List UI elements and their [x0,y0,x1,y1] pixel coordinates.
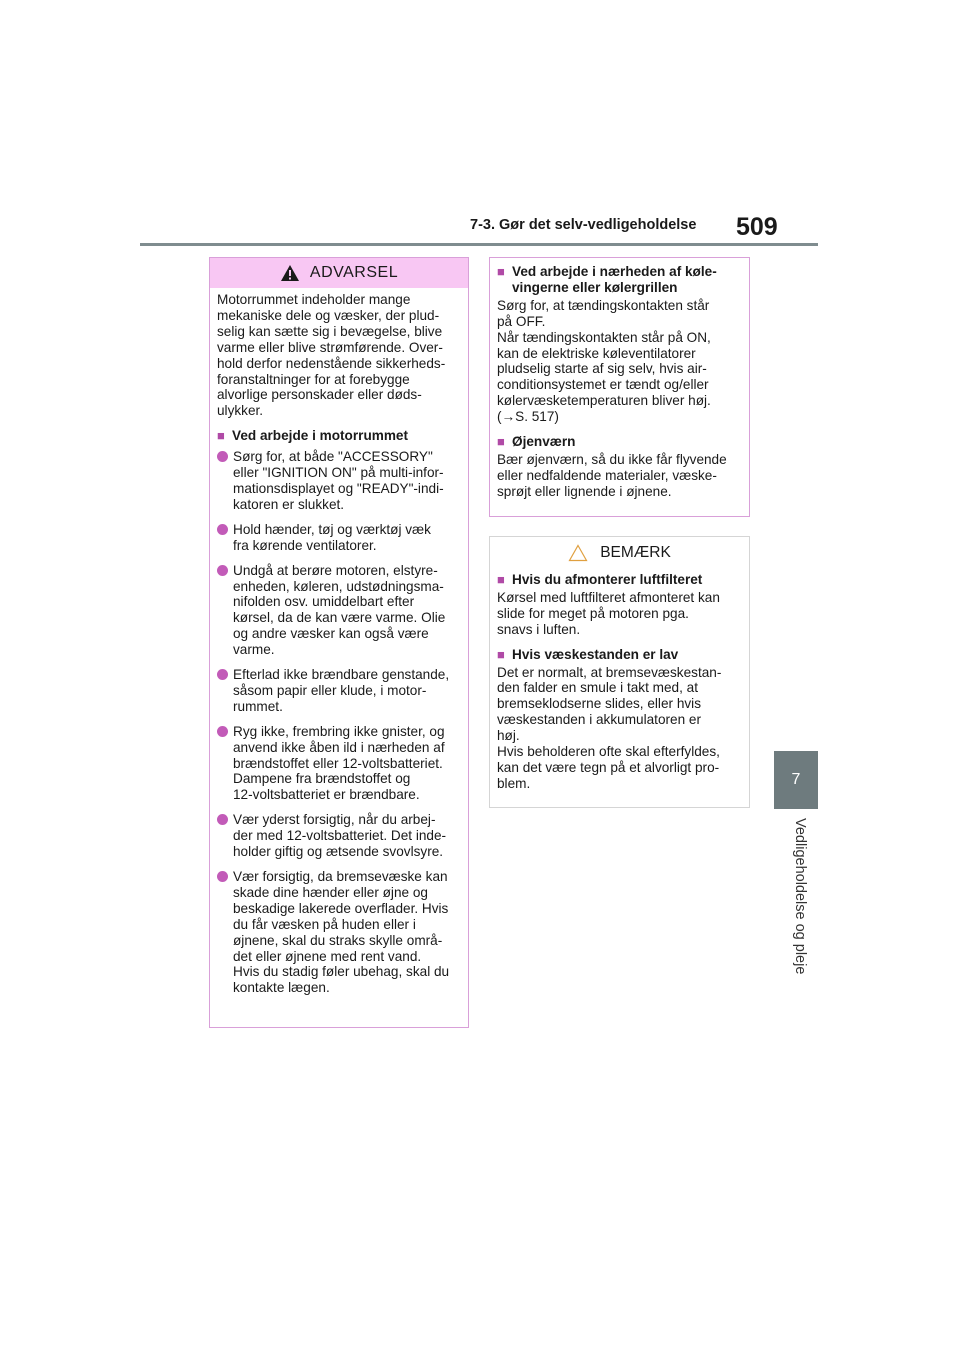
notice-box [489,536,750,808]
air-filter-heading [497,572,743,588]
cooling-fan-heading-text: Ved arbejde i nærheden af køle- vingerne eller kølergrillen [512,264,717,295]
notice-title: BEMÆRK [600,544,671,561]
list-item [217,812,462,860]
warning-continuation-content [490,258,749,500]
warning-banner [210,258,468,288]
fluid-level-heading [497,647,743,663]
warning-content [210,288,468,996]
list-item [217,522,462,554]
air-filter-heading-text: Hvis du afmonterer luftfilteret [512,572,703,587]
list-item [217,667,462,715]
list-item-text: Ryg ikke, frembring ikke gnister, og anvend ikke åben ild i nærheden af brændstoffet eller 12-voltsbatteriet. Dampene fra brændstoffet og 12-voltsbatteriet er brændbare. [233,723,445,803]
fluid-level-heading-text: Hvis væskestanden er lav [512,646,679,662]
warning-heading [217,428,462,444]
chapter-label: Vedligeholdelse og pleje [792,818,808,975]
bullet-icon [217,565,228,576]
eye-protection-text: Bær øjenværn, så du ikke får flyvende eller nedfaldende materialer, væske- sprøjt eller lignende i øjnene. [497,451,727,499]
header-divider [140,243,818,246]
section-title: 7-3. Gør det selv-vedligeholdelse [470,217,697,233]
list-item-text: Vær forsigtig, da bremsevæske kan skade dine hænder eller øjne og beskadige lakerede overflader. Hvis du får væsken på huden eller i øjnene, skal du straks skylle områ- det eller øjnene med rent vand. Hvis du stadig føler ubehag, skal du kontakte lægen. [233,869,450,996]
fluid-level-text: Det er normalt, at bremsevæskestan- den falder en smule i takt med, at bremseklodserne slides, eller hvis væskestanden i akkumulatoren er høj. Hvis beholderen ofte skal efterfyldes, kan det være tegn på et alvorligt pro- blem. [497,664,722,791]
warning-box [209,257,469,1028]
list-item [217,449,462,513]
list-item [217,563,462,658]
list-item-text: Vær yderst forsigtig, når du arbej- der med 12-voltsbatteriet. Det inde- holder giftig og ætsende svovlsyre. [233,812,447,860]
warning-triangle-icon [280,264,300,282]
notice-triangle-icon [568,544,588,562]
list-item-text: Sørg for, at både "ACCESSORY" eller "IGNITION ON" på multi-infor- mationsdisplayet og "READY"-indi- katoren er slukket. [233,449,444,512]
warning-heading-text: Ved arbejde i motorrummet [232,428,409,444]
square-bullet-icon: ■ [497,434,505,450]
cooling-fan-heading [497,264,743,296]
warning-intro: Motorrummet indeholder mange mekaniske dele og væsker, der plud- selig kan sætte sig i bevægelse, blive varme eller blive strømførende. Over- hold derfor nedenstående sikkerheds- foranstaltninger for at forebygge alvorlige personskader eller døds- ulykker. [217,292,446,419]
list-item-text: Efterlad ikke brændbare genstande, såsom papir eller klude, i motor- rummet. [233,667,450,714]
square-bullet-icon: ■ [217,428,225,444]
page-number: 509 [736,213,778,241]
warning-title: ADVARSEL [309,264,399,281]
square-bullet-icon: ■ [497,572,505,587]
bullet-icon [217,524,228,535]
bullet-icon [217,871,228,882]
list-item [217,724,462,804]
list-item [217,869,462,996]
bullet-icon [217,669,228,680]
warning-continuation-box [489,257,750,517]
bullet-icon [217,814,228,825]
list-item-text: Undgå at berøre motoren, elstyre- enheden, køleren, udstødningsma- nifolden osv. umiddelbart efter kørsel, da de kan være varme. Olie og andre væsker kan også være varme. [233,562,446,658]
list-item-text: Hold hænder, tøj og værktøj væk fra kørende ventilatorer. [233,521,431,553]
cooling-fan-text: Sørg for, at tændingskontakten står på OFF. Når tændingskontakten står på ON, kan de elektriske køleventilatorer pludselig starte af sig selv, hvis air- conditionsystemet er tændt og/eller kølervæsketemperaturen bliver høj. (→S. 517) [497,297,711,425]
notice-content [490,568,749,792]
eye-protection-heading-text: Øjenværn [512,434,576,450]
square-bullet-icon: ■ [497,264,505,279]
notice-banner [490,538,749,568]
air-filter-text: Kørsel med luftfilteret afmonteret kan slide for meget på motoren pga. snavs i luften. [497,589,720,637]
bullet-icon [217,451,228,462]
eye-protection-heading [497,434,743,450]
chapter-tab: 7 [774,751,818,809]
bullet-icon [217,726,228,737]
square-bullet-icon: ■ [497,646,505,662]
